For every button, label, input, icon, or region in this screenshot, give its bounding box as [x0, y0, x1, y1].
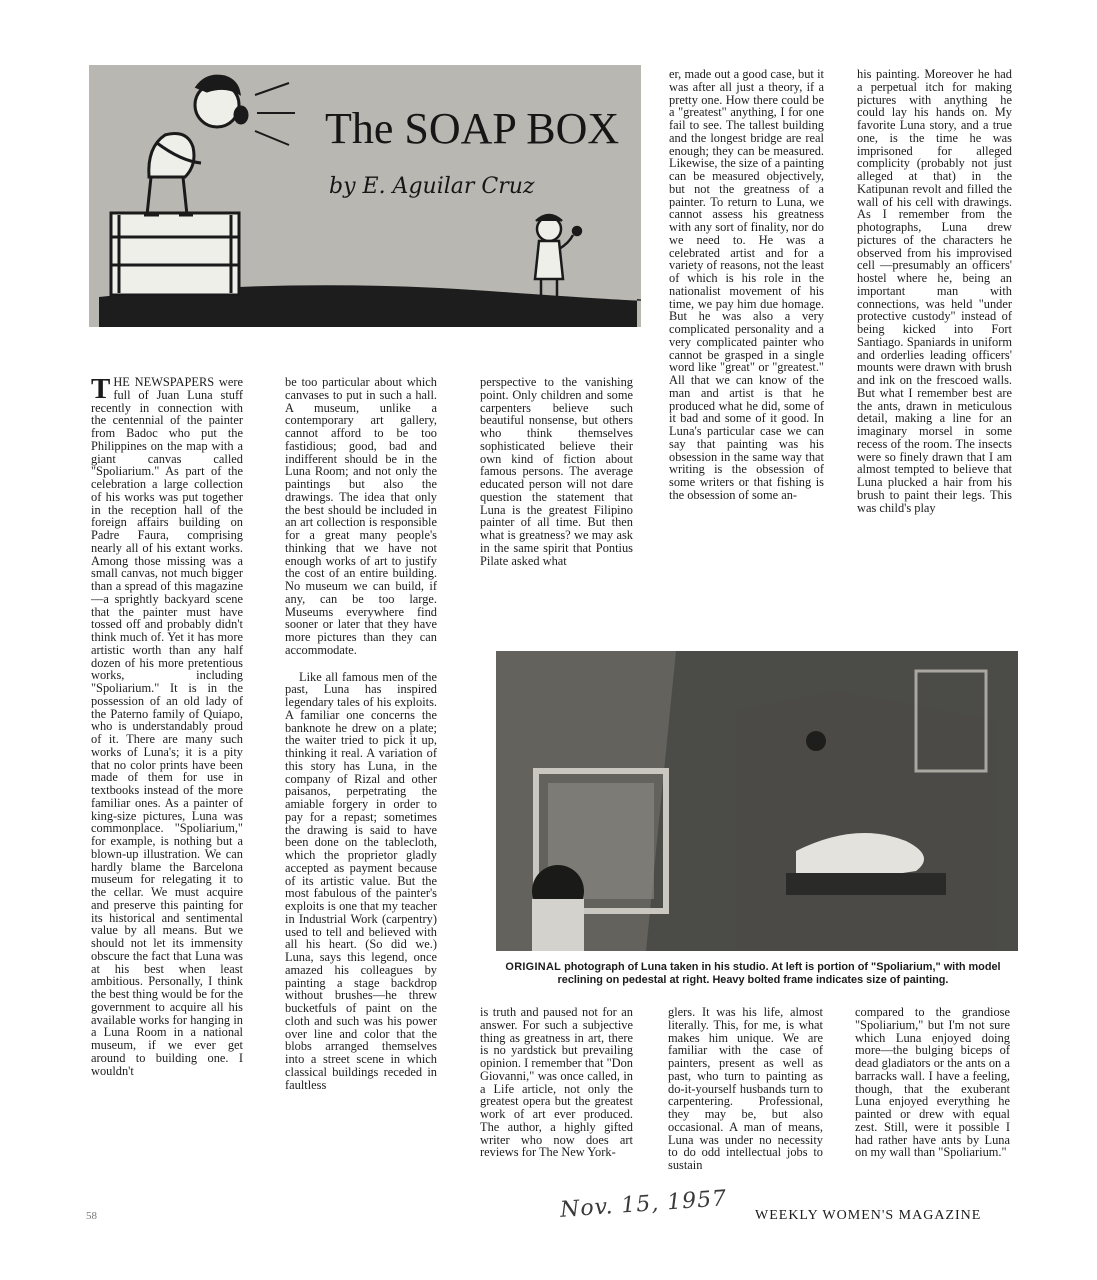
photo-caption — [483, 961, 1023, 987]
article-paragraph: perspective to the vanishing point. Only children and some carpenters believe such beautiful nonsense, but others who think themselves sophisticated believe their own kind of fiction about famous persons. The average educated person will not dare question the statement that Luna is the greatest Filipino painter of all time. But then what is greatness? we may ask in the same spirit that Pontius Pilate asked what — [480, 376, 633, 568]
article-column — [668, 1006, 823, 1191]
article-column — [669, 68, 824, 600]
article-paragraph: Like all famous men of the past, Luna has inspired legendary tales of his exploits. A familiar one concerns the banknote he drew on a plate; the waiter tried to pick it up, thinking it real. A variation of this story has Luna, in the company of Rizal and other paisanos, perpetrating the amiable forgery in order to pay for a repast; sometimes the drawing is said to have been done on the tablecloth, which the proprietor gladly accepted as payment because of its artistic value. But the most fabulous of the painter's exploits is one that my teacher in Industrial Work (carpentry) used to tell and believed with all his heart. (So did we.) Luna, says this legend, once amazed his colleagues by painting a stage backdrop without brushes—he threw bucketfuls of paint on the cloth and such was his power over line and color that the blobs arranged themselves into a street scene in which classical buildings receded in faultless — [285, 669, 437, 1092]
cartoon-byline: by E. Aguilar Cruz — [329, 174, 535, 199]
article-paragraph-text: HE NEWSPAPERS were full of Juan Luna stuff recently in connection with the centennial of the painter from Badoc who put the Philippines on the map with a giant canvas called "Spoliarium." As part of the celebration a large collection of his works was put together in the reception hall of the foreign affairs building on Padre Faura, comprising nearly all of his extant works. Among those missing was a small canvas, not much bigger than a spread of this magazine—a sprightly backyard scene that the painter must have tossed off and probably didn't think much of. Yet it has more artistic worth than any half dozen of his more pretentious works, including "Spoliarium." It is in the possession of an old lady of the Paterno family of Quiapo, who is understandably proud of it. There are many such works of Luna's; it is a pity that no color prints have been made of them for use in textbooks instead of the more familiar ones. As a painter of king-size pictures, Luna was commonplace. "Spoliarium," for example, is nothing but a blown-up illustration. We can hardly blame the Barcelona museum for relegating it to the cellar. We must acquire and preserve this painting for its historical and sentimental value by all means. But we should not let its immensity obscure the fact that Luna was at his best when least ambitious. Personally, I think the best thing would be for the government to acquire all his available works for hanging in a Luna Room in a national museum, if we ever get around to building one. I wouldn't — [91, 376, 243, 1078]
article-paragraph: be too particular about which canvases to put in such a hall. A museum, unlike a contemporary art gallery, cannot afford to be too fastidious; good, bad and indifferent should be in the Luna Room; and not only the paintings but also the drawings. The idea that only the best should be included in an art collection is responsible for a great many people's thinking that we have not enough works of art to justify the cost of an entire building. No museum we can build, if any, can be too large. Museums everywhere find sooner or later that they have more pictures than they can accommodate. — [285, 376, 437, 657]
article-paragraph: is truth and paused not for an answer. For such a subjective thing as greatness in art, there is no yardstick but prevailing opinion. I remember that "Don Giovanni," was once called, in a Life article, not only the greatest opera but the greatest work of art ever produced. The author, a highly gifted writer who now does art reviews for The New York- — [480, 1006, 633, 1160]
article-paragraph: glers. It was his life, almost literally. This, for me, is what makes him unique. We are familiar with the case of painters, present as well as past, who turn to painting as do-it-yourself husbands turn to carpentering. Professional, they may be, but also occasional. A man of means, Luna was under no necessity to do odd intellectual jobs to sustain — [668, 1006, 823, 1172]
article-column — [285, 376, 437, 1191]
article-column — [91, 376, 243, 1191]
orator-figure — [144, 76, 247, 215]
handwritten-date: Nov. 15, 1957 — [559, 1186, 728, 1223]
article-column — [480, 376, 633, 601]
article-column — [480, 1006, 633, 1191]
drop-cap: T — [91, 376, 111, 405]
caption-text: photograph of Luna taken in his studio. At left is portion of "Spoliarium," with model reclining on pedestal at right. Heavy bolted frame indicates size of painting. — [557, 961, 1001, 986]
luna-studio-photo — [496, 651, 1018, 951]
soap-box-crate — [111, 213, 239, 295]
article-paragraph: compared to the grandiose "Spoliarium," but I'm not sure which Luna enjoyed doing more—the bulging biceps of dead gladiators or the ants on a barracks wall. I have a feeling, though, that the exuberant Luna enjoyed everything he painted or drew with equal zest. Still, were it possible I had rather have ants by Luna on my wall than "Spoliarium." — [855, 1006, 1010, 1160]
caption-lead: ORIGINAL — [505, 961, 562, 973]
shout-lines — [255, 83, 295, 145]
article-paragraph: his painting. Moreover he had a perpetual itch for making pictures with anything he could lay his hands on. My favorite Luna story, and a true one, is the time he was imprisoned for alleged complicity (probably not just alleged at that) in the Katipunan revolt and filled the wall of his cell with drawings. As I remember from the photographs, Luna drew pictures of the characters he observed from his improvised cell —presumably an officers' hostel where he, being an important man with connections, was held "under protective custody" instead of being kicked into Fort Santiago. Spaniards in uniform and orderlies leading officers' mounts were drawn with brush and ink on the frescoed walls. But what I remember best are the ants, drawn in meticulous detail, making a line for an imaginary morsel in some recess of the room. The insects were so finely drawn that I am almost tempted to believe that Luna plucked a hair from his brush to paint their legs. This was child's play — [857, 68, 1012, 515]
soap-box-cartoon — [89, 65, 641, 327]
photo-illustration — [496, 651, 1018, 951]
magazine-title: WEEKLY WOMEN'S MAGAZINE — [755, 1208, 982, 1223]
cartoon-illustration — [89, 65, 641, 327]
article-column — [857, 68, 1012, 600]
article-paragraph: er, made out a good case, but it was after all just a theory, if a pretty one. How there could be a "greatest" anything, I for one fail to see. The tallest building and the longest bridge are real enough; they can be measured. Likewise, the size of a painting can be measured objectively, but not the greatness of a painter. To return to Luna, we cannot assess his greatness with any sort of finality, nor do we need to. He was a celebrated artist and for a variety of reasons, not the least of which is his role in the nationalist movement of his time, we pay him due homage. But he was also a very complicated personality and a very complicated painter who cannot be grasped in a single word like "great" or "greatest." All that we can know of the man and artist is that he produced what he did, some of it bad and some of it good. In Luna's particular case we can say that painting was his obsession in the same way that writing is the obsession of some writers or that fishing is the obsession of some an- — [669, 68, 824, 502]
child-figure — [535, 215, 581, 297]
article-column — [855, 1006, 1010, 1191]
article-paragraph — [91, 376, 243, 1077]
cartoon-title: The SOAP BOX — [325, 104, 620, 153]
page-number: 58 — [86, 1210, 97, 1222]
